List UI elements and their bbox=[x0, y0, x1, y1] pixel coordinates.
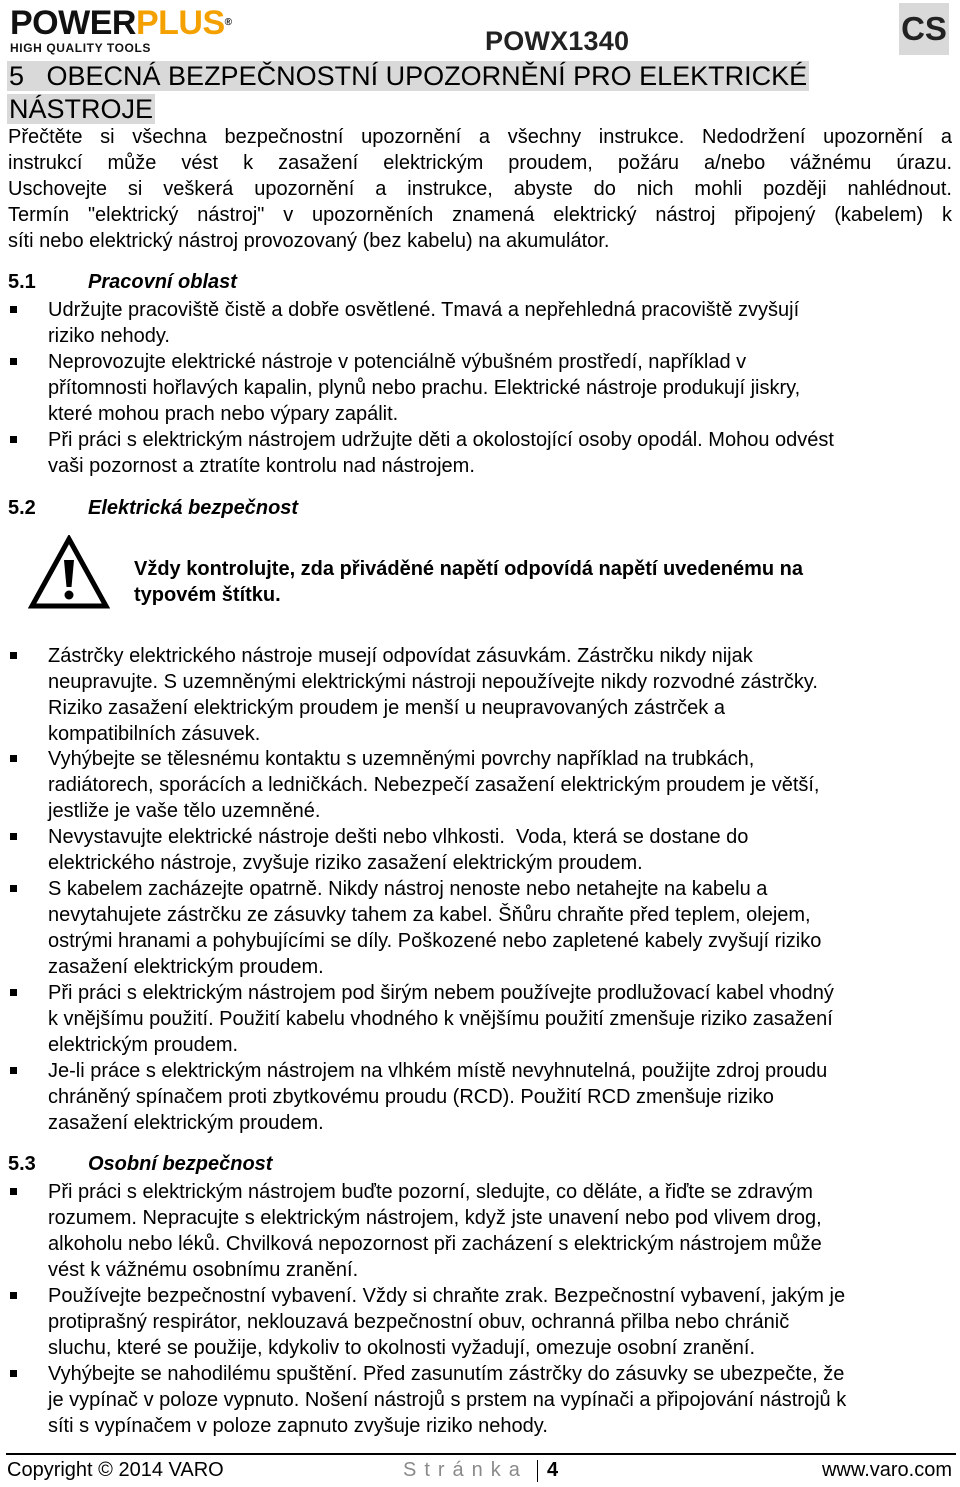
list-item-line: Při práci s elektrickým nástrojem udržujte děti a okolostojící osoby opodál. Mohou odvést bbox=[48, 429, 834, 451]
subsection-heading-5-2 bbox=[8, 497, 298, 520]
list-item-line: jestliže je vaše tělo uzemněné. bbox=[48, 800, 321, 822]
bullet-square-icon bbox=[10, 755, 17, 762]
brand-tagline: HIGH QUALITY TOOLS bbox=[10, 41, 152, 55]
intro-line: instrukcí může vést k zasažení elektrickým proudem, požáru a/nebo vážnému úrazu. bbox=[8, 152, 952, 174]
list-item-line: Používejte bezpečnostní vybavení. Vždy si chraňte zrak. Bezpečnostní vybavení, jakým je bbox=[48, 1285, 846, 1307]
subsection-title: Pracovní oblast bbox=[88, 271, 237, 293]
list-item-line: neupravujte. S uzemněnými elektrickými nástroji nepoužívejte nikdy rozvodné zástrčky. bbox=[48, 671, 818, 693]
warning-triangle-icon bbox=[28, 535, 110, 611]
list-item-line: riziko nehody. bbox=[48, 325, 170, 347]
voltage-warning bbox=[134, 556, 803, 608]
list-item-line: síti s vypínačem v poloze zapnuto zvyšuje riziko nehody. bbox=[48, 1415, 548, 1437]
language-badge: CS bbox=[899, 3, 949, 55]
list-item-line: Neprovozujte elektrické nástroje v potenciálně výbušném prostředí, například v bbox=[48, 351, 747, 373]
subsection-heading-5-1 bbox=[8, 271, 237, 294]
bullet-square-icon bbox=[10, 1188, 17, 1195]
section-title-line2: NÁSTROJE bbox=[9, 94, 154, 124]
list-item-line: Vyhýbejte se nahodilému spuštění. Před zasunutím zástrčky do zásuvky se ubezpečte, že bbox=[48, 1363, 845, 1385]
subsection-number: 5.2 bbox=[8, 497, 36, 519]
bullet-square-icon bbox=[10, 358, 17, 365]
list-item-line: chráněný spínačem proti zbytkovému proudu (RCD). Použití RCD zmenšuje riziko bbox=[48, 1086, 774, 1108]
list-item-line: S kabelem zacházejte opatrně. Nikdy nástroj nenoste nebo netahejte na kabelu a bbox=[48, 878, 768, 900]
brand-part1: POWER bbox=[10, 4, 136, 42]
footer-page-number: 4 bbox=[547, 1459, 559, 1481]
list-item-line: protiprašný respirátor, neklouzavá bezpečnostní obuv, ochranná přilba nebo chránič bbox=[48, 1311, 790, 1333]
list-item-line: Při práci s elektrickým nástrojem pod širým nebem používejte prodlužovací kabel vhodný bbox=[48, 982, 834, 1004]
intro-paragraph bbox=[8, 124, 952, 254]
footer-separator bbox=[537, 1460, 538, 1482]
list-item-line: Zástrčky elektrického nástroje musejí odpovídat zásuvkám. Zástrčku nikdy nijak bbox=[48, 645, 753, 667]
list-item-line: je vypínač v poloze vypnuto. Nošení nástrojů s prstem na vypínači a připojování nástrojů k bbox=[48, 1389, 847, 1411]
list-item-line: Udržujte pracoviště čistě a dobře osvětlené. Tmavá a nepřehledná pracoviště zvyšují bbox=[48, 299, 800, 321]
footer-page-label: Stránka bbox=[403, 1459, 528, 1481]
subsection-number: 5.3 bbox=[8, 1153, 36, 1175]
footer-divider bbox=[6, 1453, 956, 1455]
subsection-heading-5-3 bbox=[8, 1153, 272, 1176]
list-item-line: Vyhýbejte se tělesnému kontaktu s uzemněnými povrchy například na trubkách, bbox=[48, 748, 755, 770]
list-item-line: sluchu, které se použije, kdykoliv to okolnosti vyžadují, omezuje osobní zranění. bbox=[48, 1337, 756, 1359]
list-item-line: vaši pozornost a ztratíte kontrolu nad nástrojem. bbox=[48, 455, 475, 477]
list-item-line: Nevystavujte elektrické nástroje dešti nebo vlhkosti. Voda, která se dostane do bbox=[48, 826, 749, 848]
warning-line: typovém štítku. bbox=[134, 584, 281, 606]
list-item-line: které mohou prach nebo výpary zapálit. bbox=[48, 403, 399, 425]
subsection-title: Elektrická bezpečnost bbox=[88, 497, 299, 519]
bullet-square-icon bbox=[10, 1370, 17, 1377]
list-item-line: k vnějšímu použití. Použití kabelu vhodného k vnějšímu použití zmenšuje riziko zasažení bbox=[48, 1008, 833, 1030]
brand-part2: PLUS bbox=[135, 4, 225, 42]
bullet-square-icon bbox=[10, 1292, 17, 1299]
list-item-line: vést k vážnému osobnímu zranění. bbox=[48, 1259, 359, 1281]
footer-website-link[interactable]: www.varo.com bbox=[821, 1459, 952, 1481]
footer-copyright: Copyright © 2014 VARO bbox=[7, 1459, 224, 1481]
intro-line: Uschovejte si veškerá upozornění a instrukce, abyste do nich mohli později nahlédnout. bbox=[8, 178, 952, 200]
bullet-square-icon bbox=[10, 1067, 17, 1074]
bullet-square-icon bbox=[10, 833, 17, 840]
intro-line: síti nebo elektrický nástroj provozovaný (bez kabelu) na akumulátor. bbox=[8, 230, 610, 252]
brand-wordmark bbox=[10, 6, 290, 40]
list-item-line: radiátorech, sporácích a ledničkách. Nebezpečí zasažení elektrickým proudem je větší, bbox=[48, 774, 820, 796]
intro-line: Přečtěte si všechna bezpečnostní upozornění a všechny instrukce. Nedodržení upozornění a bbox=[8, 126, 952, 148]
bullet-square-icon bbox=[10, 989, 17, 996]
subsection-number: 5.1 bbox=[8, 271, 36, 293]
list-item-line: Při práci s elektrickým nástrojem buďte pozorní, sledujte, co děláte, a řiďte se zdravým bbox=[48, 1181, 813, 1203]
bullet-square-icon bbox=[10, 885, 17, 892]
bullet-square-icon bbox=[10, 306, 17, 313]
list-item-line: nevytahujete zástrčku ze zásuvky tahem za kabel. Šňůru chraňte před teplem, olejem, bbox=[48, 904, 811, 926]
list-item-line: zasažení elektrickým proudem. bbox=[48, 956, 324, 978]
warning-line: Vždy kontrolujte, zda přiváděné napětí odpovídá napětí uvedenému na bbox=[134, 558, 804, 580]
list-item-line: ostrými hranami a pohybujícími se díly. Poškozené nebo zapletené kabely zvyšují riziko bbox=[48, 930, 822, 952]
brand-logo bbox=[10, 4, 290, 55]
list-item-line: zasažení elektrickým proudem. bbox=[48, 1112, 324, 1134]
list-item-line: elektrickým proudem. bbox=[48, 1034, 239, 1056]
list-item-line: Riziko zasažení elektrickým proudem je menší u neupravovaných zástrček a bbox=[48, 697, 725, 719]
brand-registered-mark: ® bbox=[224, 17, 232, 28]
bullet-square-icon bbox=[10, 652, 17, 659]
list-item-line: přítomnosti hořlavých kapalin, plynů nebo prachu. Elektrické nástroje produkují jiskry, bbox=[48, 377, 801, 399]
bullet-square-icon bbox=[10, 436, 17, 443]
list-item-line: kompatibilních zásuvek. bbox=[48, 723, 261, 745]
list-item-line: alkoholu nebo léků. Chvilková nepozornost při zacházení s elektrickým nástrojem může bbox=[48, 1233, 822, 1255]
section-title-line1: 5 OBECNÁ BEZPEČNOSTNÍ UPOZORNĚNÍ PRO ELEKTRICKÉ bbox=[9, 61, 808, 91]
subsection-title: Osobní bezpečnost bbox=[88, 1153, 273, 1175]
model-number: POWX1340 bbox=[485, 26, 630, 56]
list-item-line: Je-li práce s elektrickým nástrojem na vlhkém místě nevyhnutelná, použijte zdroj proudu bbox=[48, 1060, 828, 1082]
list-item-line: elektrického nástroje, zvyšuje riziko zasažení elektrickým proudem. bbox=[48, 852, 643, 874]
list-item-line: rozumem. Nepracujte s elektrickým nástrojem, když jste unavení nebo pod vlivem drog, bbox=[48, 1207, 822, 1229]
intro-line: Termín "elektrický nástroj" v upozorněních znamená elektrický nástroj připojený (kabelem) k bbox=[8, 204, 952, 226]
